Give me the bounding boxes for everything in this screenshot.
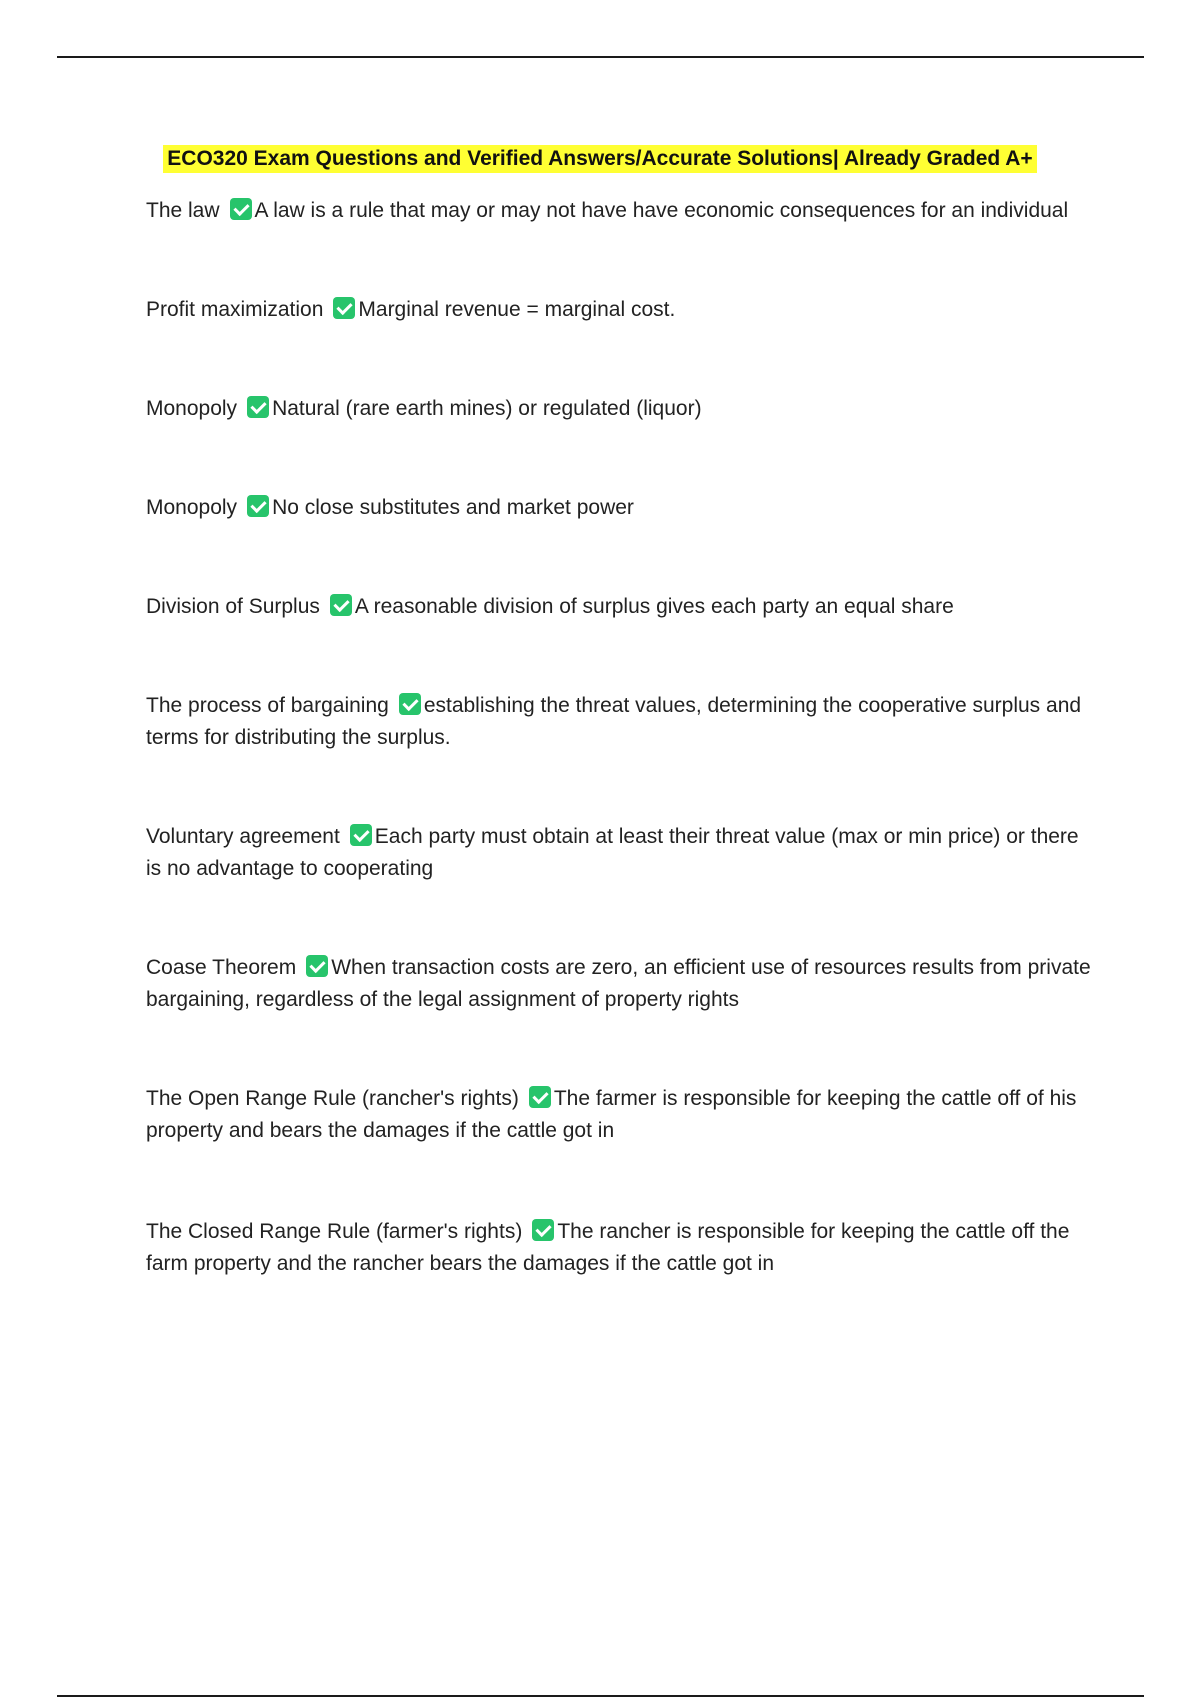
entry-term: Monopoly [146, 397, 238, 420]
qa-entry [146, 1216, 1096, 1280]
entry-term: Coase Theorem [146, 956, 297, 979]
entry-definition: No close substitutes and market power [272, 496, 634, 519]
entry-term: Voluntary agreement [146, 825, 340, 848]
check-mark-icon [333, 297, 355, 319]
check-mark-icon [247, 495, 269, 517]
qa-entry [146, 821, 1096, 885]
check-mark-icon [529, 1086, 551, 1108]
check-mark-icon [399, 693, 421, 715]
entry-definition: The farmer is responsible for keeping the cattle off of his property and bears the damages if the cattle got in [146, 1087, 1077, 1142]
entry-definition: When transaction costs are zero, an efficient use of resources results from private bargaining, regardless of the legal assignment of property rights [146, 956, 1091, 1011]
check-mark-icon [350, 824, 372, 846]
qa-entry [146, 952, 1096, 1016]
qa-list [146, 195, 1096, 1280]
qa-entry [146, 393, 1096, 425]
entry-definition: establishing the threat values, determining the cooperative surplus and terms for distributing the surplus. [146, 694, 1082, 749]
title-container [0, 145, 1200, 173]
entry-term: The Closed Range Rule (farmer's rights) [146, 1220, 523, 1243]
entry-term: The process of bargaining [146, 694, 389, 717]
entry-definition: Each party must obtain at least their threat value (max or min price) or there is no advantage to cooperating [146, 825, 1079, 880]
entry-definition: The rancher is responsible for keeping the cattle off the farm property and the rancher bears the damages if the cattle got in [146, 1220, 1070, 1275]
entry-term: Division of Surplus [146, 595, 320, 618]
entry-term: The Open Range Rule (rancher's rights) [146, 1087, 519, 1110]
bottom-rule [57, 1695, 1144, 1697]
check-mark-icon [330, 594, 352, 616]
document-title: ECO320 Exam Questions and Verified Answers/Accurate Solutions| Already Graded A+ [163, 145, 1036, 173]
check-mark-icon [306, 955, 328, 977]
entry-definition: Marginal revenue = marginal cost. [358, 298, 676, 321]
check-mark-icon [247, 396, 269, 418]
qa-entry [146, 690, 1096, 754]
entry-term: Monopoly [146, 496, 238, 519]
entry-definition: A law is a rule that may or may not have have economic consequences for an individual [254, 199, 1069, 222]
qa-entry [146, 294, 1096, 326]
check-mark-icon [230, 198, 252, 220]
entry-term: The law [146, 199, 220, 222]
qa-entry [146, 1083, 1096, 1147]
qa-entry [146, 591, 1096, 623]
entry-definition: Natural (rare earth mines) or regulated (liquor) [272, 397, 702, 420]
entry-term: Profit maximization [146, 298, 324, 321]
qa-entry [146, 492, 1096, 524]
entry-definition: A reasonable division of surplus gives each party an equal share [354, 595, 954, 618]
check-mark-icon [532, 1219, 554, 1241]
top-rule [57, 56, 1144, 58]
qa-entry [146, 195, 1096, 227]
